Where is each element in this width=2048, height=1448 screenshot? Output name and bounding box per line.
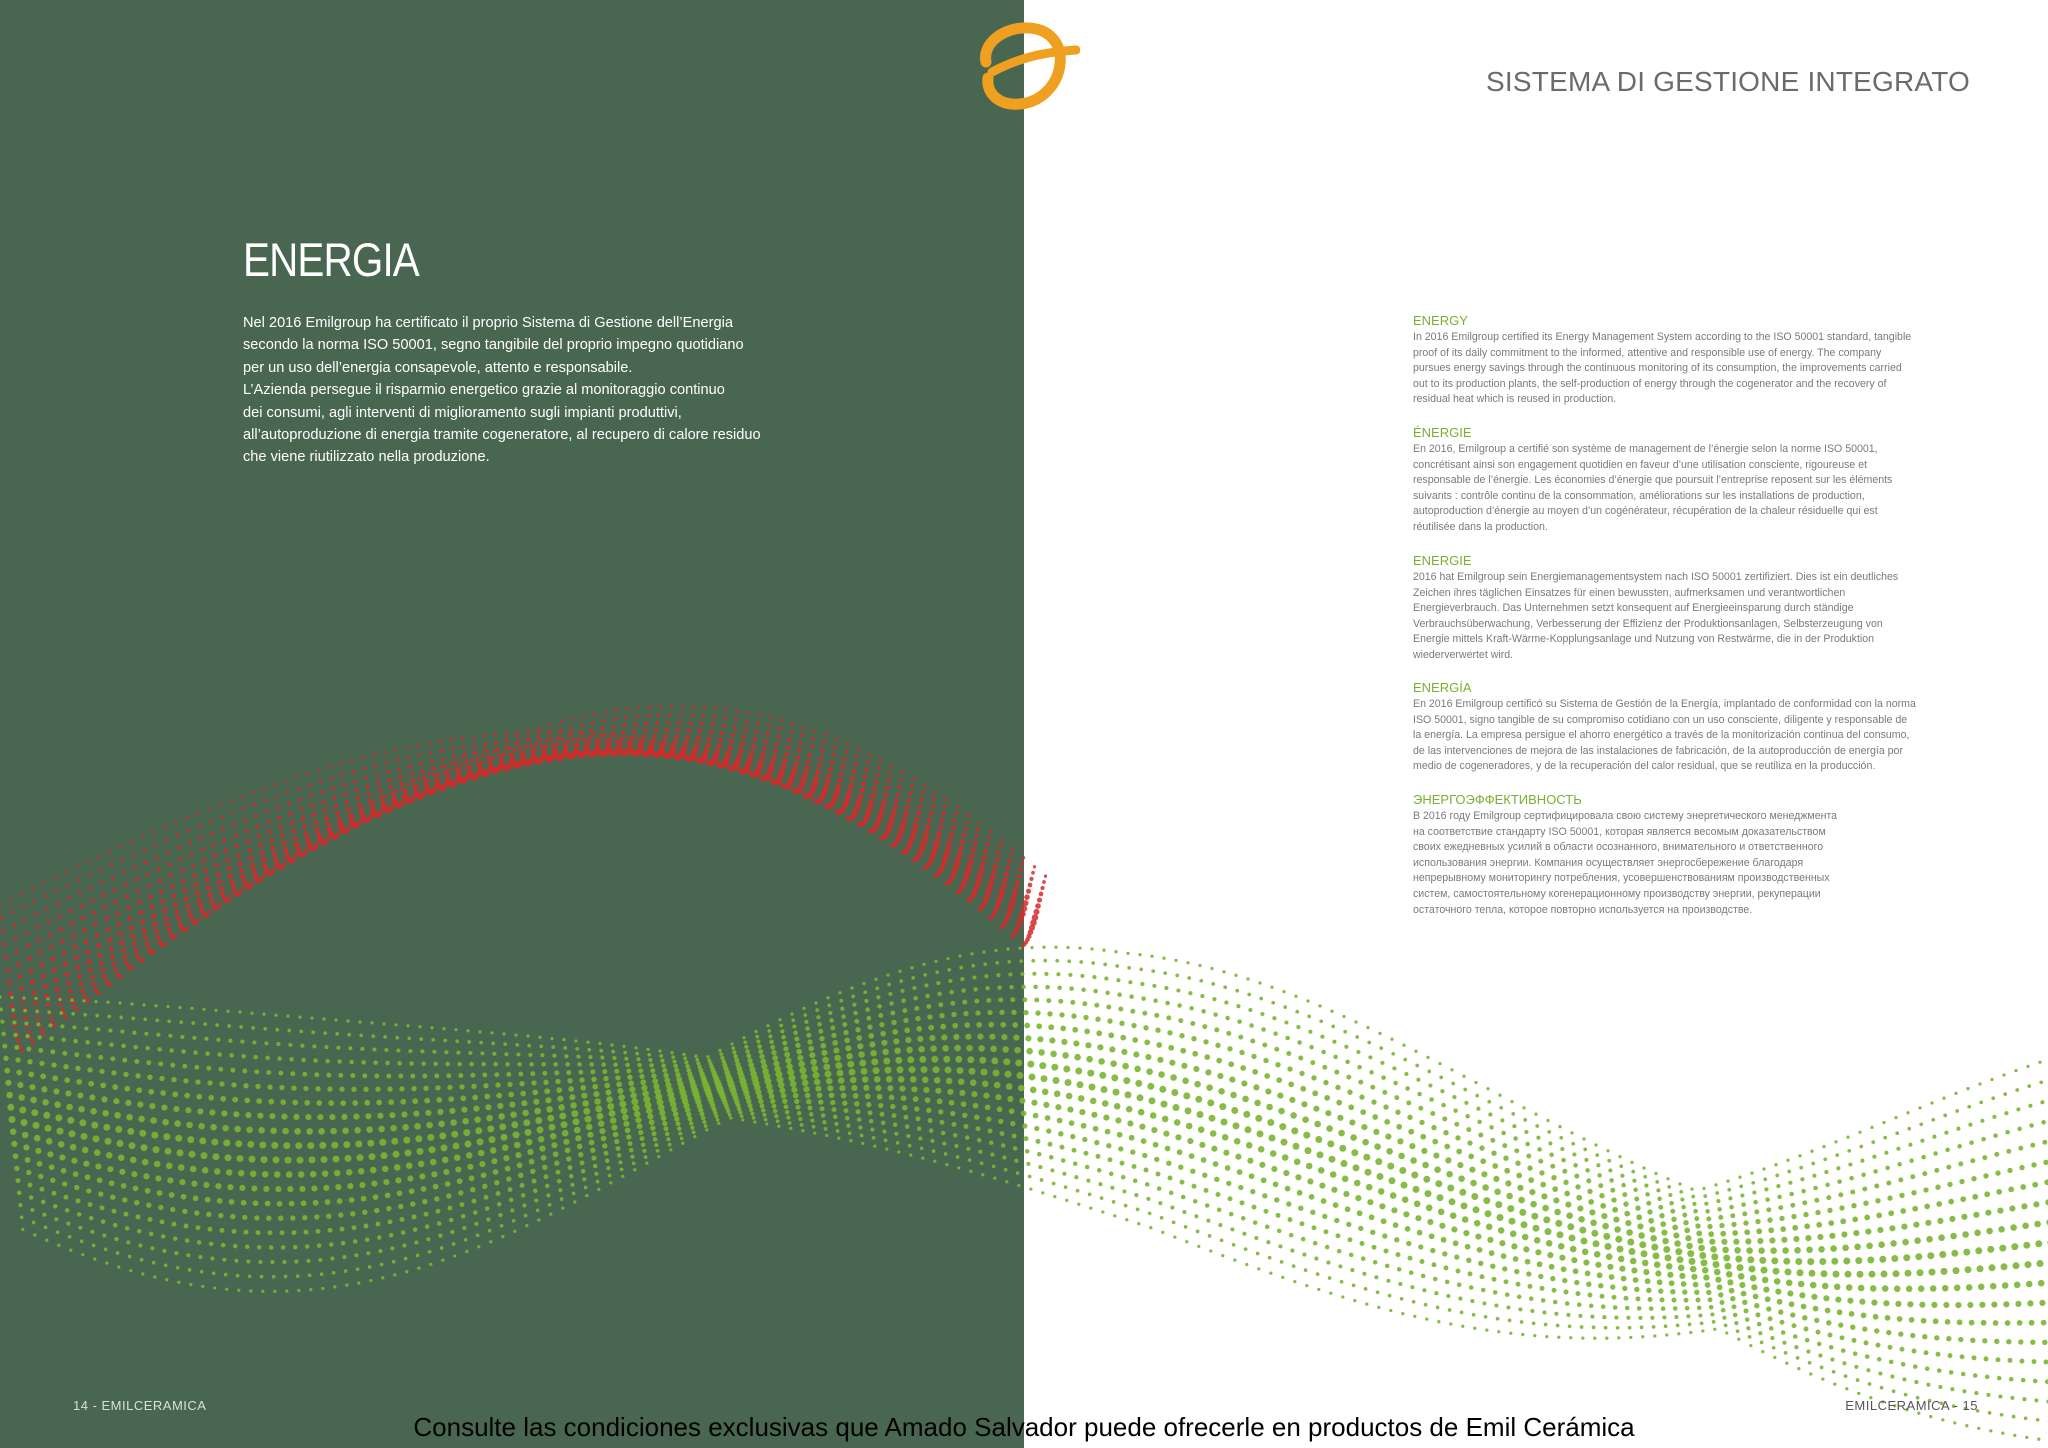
translation-line: pursues energy savings through the continuous monitoring of its consumption, the improvements carried <box>1413 362 1902 375</box>
intro-line: che viene riutilizzato nella produzione. <box>243 449 490 466</box>
translation-line: En 2016 Emilgroup certificó su Sistema de Gestión de la Energía, implantado de conformidad con la norma <box>1413 698 1916 710</box>
translation-russian <box>1413 792 1973 918</box>
translation-line: wiederverwertet wird. <box>1413 648 1514 661</box>
translation-line: использования энергии. Компания осуществляет энергосбережение благодаря <box>1413 856 1804 869</box>
translation-line: residual heat which is reused in production. <box>1413 393 1617 406</box>
translation-line: своих ежедневных усилий в области осознанного, внимательного и ответственного <box>1413 841 1824 854</box>
translation-heading: ENERGÍA <box>1413 680 1472 695</box>
page-heading: ENERGIA <box>243 233 419 286</box>
translation-english <box>1413 313 1973 408</box>
translation-line: concrétisant ainsi son engagement quotidien en faveur d’une utilisation consciente, rigoureuse et <box>1413 458 1868 471</box>
translation-line: de las intervenciones de mejora de las instalaciones de fabricación, de la autoproducción de energía por <box>1413 744 1903 757</box>
emilgroup-logo-icon <box>972 20 1080 110</box>
translation-spanish <box>1413 680 1973 775</box>
translation-heading: ÉNERGIE <box>1413 425 1472 440</box>
translation-line: В 2016 году Emilgroup сертифицировала свою систему энергетического менеджмента <box>1413 810 1838 822</box>
translation-line: réutilisée dans la production. <box>1413 520 1548 533</box>
translation-line: остаточного тепла, которое повторно используется на производстве. <box>1413 903 1753 916</box>
intro-paragraph <box>243 312 783 469</box>
dealer-notice: Consulte las condiciones exclusivas que Amado Salvador puede ofrecerle en productos de Emil Cerámica <box>413 1412 1635 1442</box>
translation-line: autoproduction d’énergie au moyen d’un cogénérateur, récupération de la chaleur résiduelle qui est <box>1413 505 1878 518</box>
intro-line: dei consumi, agli interventi di miglioramento sugli impianti produttivi, <box>243 404 682 421</box>
translation-line: Zeichen ihres täglichen Einsatzes für einen bewussten, aufmerksamen und verantwortlichen <box>1413 586 1846 599</box>
translation-german <box>1413 553 1973 664</box>
translation-line: 2016 hat Emilgroup sein Energiemanagementsystem nach ISO 50001 zertifiziert. Dies ist ein deutliches <box>1413 571 1899 583</box>
translation-line: la energía. La empresa persigue el ahorro energético a través de la monitorización continua del consumo, <box>1413 729 1910 742</box>
translation-line: out to its production plants, the self-production of energy through the cogenerator and the recovery of <box>1413 377 1887 390</box>
translation-line: medio de cogeneradores, y de la recuperación del calor residual, que se reutiliza en la producción. <box>1413 760 1876 773</box>
translation-line: на соответствие стандарту ISO 50001, которая является весомым доказательством <box>1413 825 1826 838</box>
translation-line: Verbrauchsüberwachung, Verbesserung der Effizienz der Produktionsanlagen, Selbsterzeugung von <box>1413 617 1883 630</box>
page-number-left: 14 - EMILCERAMICA <box>73 1398 207 1413</box>
translation-line: непрерывному мониторингу потребления, усовершенствованиям производственных <box>1413 872 1830 885</box>
translation-line: ISO 50001, signo tangible de su compromiso cotidiano con un uso consciente, diligente y responsable de <box>1413 713 1908 726</box>
section-title: SISTEMA DI GESTIONE INTEGRATO <box>1486 66 1970 97</box>
translation-heading: ЭНЕРГОЭФФЕКТИВНОСТЬ <box>1413 792 1582 807</box>
intro-line: all’autoproduzione di energia tramite cogeneratore, al recupero di calore residuo <box>243 427 761 444</box>
translation-line: систем, самостоятельному когенерационному производству энергии, рекуперации <box>1413 887 1821 900</box>
intro-line: secondo la norma ISO 50001, segno tangibile del proprio impegno quotidiano <box>243 337 744 354</box>
intro-line: Nel 2016 Emilgroup ha certificato il proprio Sistema di Gestione dell’Energia <box>243 315 733 331</box>
translation-french <box>1413 425 1973 536</box>
intro-line: L’Azienda persegue il risparmio energetico grazie al monitoraggio continuo <box>243 382 725 399</box>
translation-line: responsable de l’énergie. Les économies d’énergie que poursuit l’entreprise reposent sur les éléments <box>1413 474 1893 487</box>
translation-heading: ENERGIE <box>1413 553 1472 568</box>
page-number-right: EMILCERAMICA - 15 <box>1845 1398 1978 1413</box>
intro-line: per un uso dell’energia consapevole, attento e responsabile. <box>243 359 633 376</box>
translation-heading: ENERGY <box>1413 313 1468 328</box>
translation-line: Energie mittels Kraft-Wärme-Kopplungsanlage und Nutzung von Restwärme, die in der Produktion <box>1413 633 1875 646</box>
translation-line: Energieverbrauch. Das Unternehmen setzt konsequent auf Energieeinsparung durch ständige <box>1413 602 1854 615</box>
translation-line: proof of its daily commitment to the informed, attentive and responsible use of energy. The company <box>1413 346 1882 359</box>
translation-line: In 2016 Emilgroup certified its Energy Management System according to the ISO 50001 standard, tangible <box>1413 331 1912 343</box>
translation-line: suivants : contrôle continu de la consommation, améliorations sur les installations de production, <box>1413 489 1865 502</box>
translation-line: En 2016, Emilgroup a certifié son système de management de l’énergie selon la norme ISO 50001, <box>1413 443 1878 455</box>
